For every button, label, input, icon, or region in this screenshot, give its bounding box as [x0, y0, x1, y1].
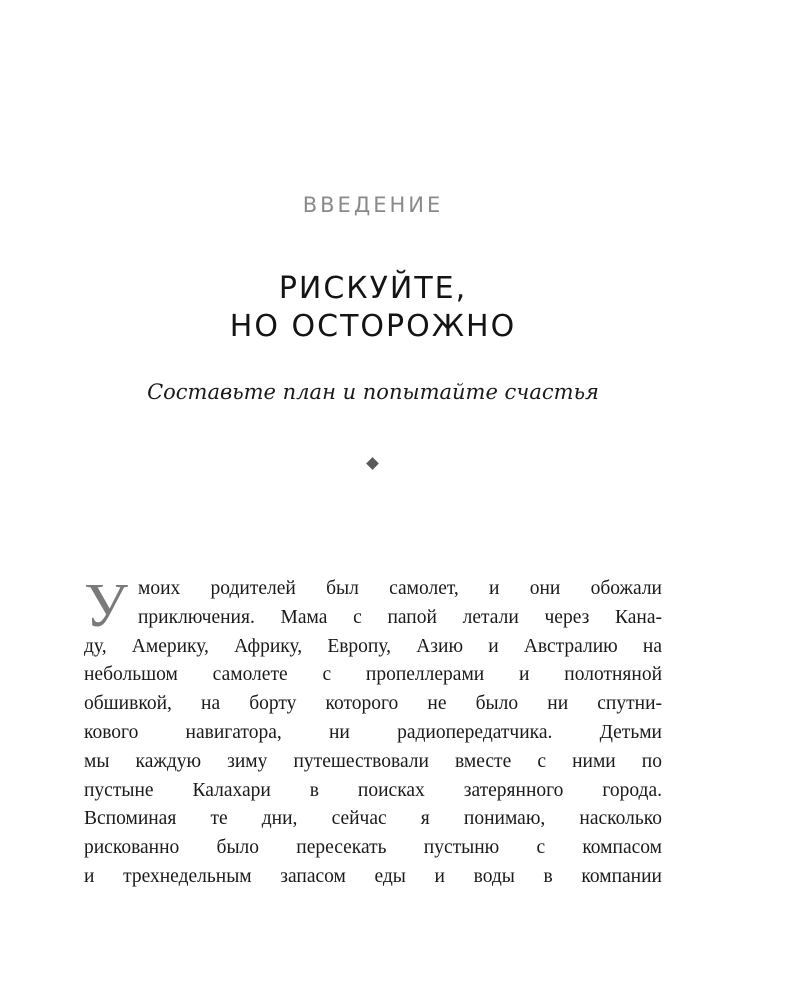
chapter-title-line-1: РИСКУЙТЕ,: [278, 271, 468, 306]
body-line: мы каждую зиму путешествовали вместе с ними по: [84, 750, 662, 772]
body-line: Вспоминая те дни, сейчас я понимаю, насколько: [84, 808, 662, 830]
section-label: ВВЕДЕНИЕ: [302, 193, 444, 217]
body-line: и трехнедельным запасом еды и воды в компании: [84, 865, 662, 887]
body-line: небольшом самолете с пропеллерами и полотняной: [84, 664, 662, 686]
body-line: моих родителей был самолет, и они обожали: [138, 578, 662, 599]
body-line: рискованно было пересекать пустыню с компасом: [84, 837, 662, 859]
drop-cap: У: [84, 572, 128, 640]
body-line: приключения. Мама с папой летали через Кана-: [138, 606, 662, 628]
body-line: пустыне Калахари в поисках затерянного города.: [84, 779, 662, 801]
body-line: кового навигатора, ни радиопередатчика. Детьми: [84, 721, 662, 743]
body-line: обшивкой, на борту которого не было ни спутни-: [84, 693, 662, 715]
body-line: ду, Америку, Африку, Европу, Азию и Австралию на: [84, 635, 662, 657]
chapter-title: [0, 270, 746, 346]
chapter-title-line-2: НО ОСТОРОЖНО: [229, 309, 517, 344]
diamond-ornament-icon: [366, 457, 379, 470]
body-text: [84, 572, 662, 892]
chapter-subtitle: Составьте план и попытайте счастья: [147, 380, 599, 404]
